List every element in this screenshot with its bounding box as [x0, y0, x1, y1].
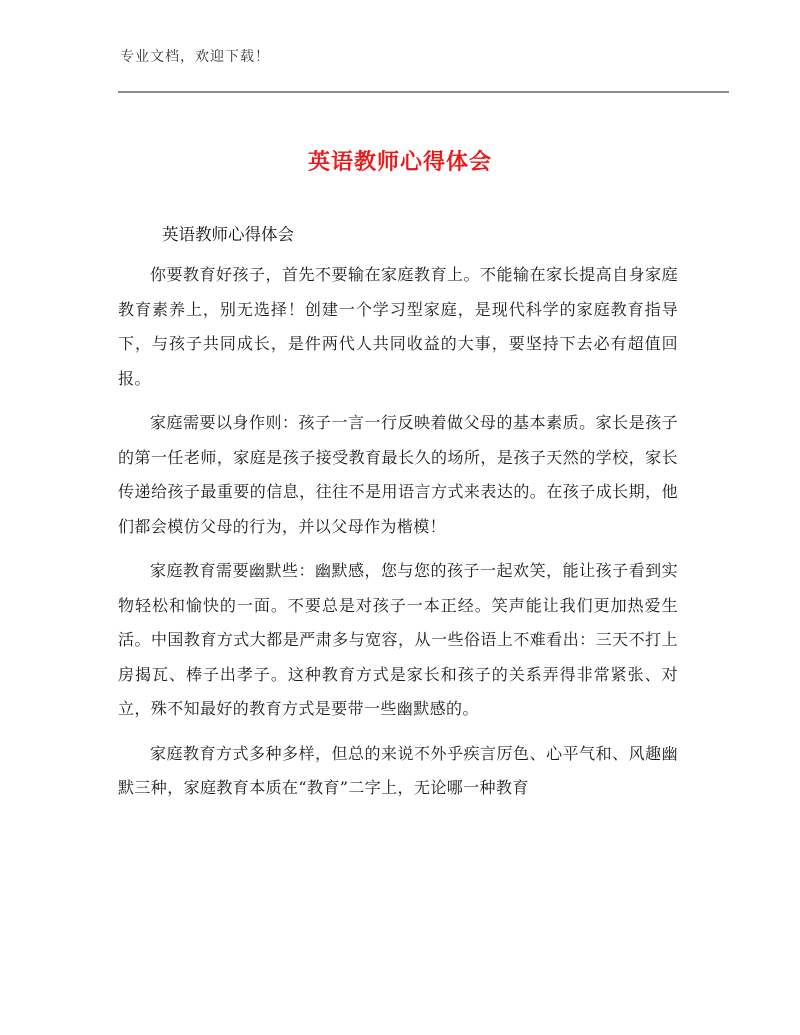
page-header-text: 专业文档，欢迎下载！ — [120, 49, 270, 65]
document-title: 英语教师心得体会 — [307, 150, 492, 175]
document-body — [118, 258, 678, 816]
paragraph-2: 家庭需要以身作则：孩子一言一行反映着做父母的基本素质。家长是孩子的第一任老师，家庭是孩子接受教育最长久的场所，是孩子天然的学校，家长传递给孩子最重要的信息，往往不是用语言方式来表达的。在孩子成长期，他们都会模仿父母的行为，并以父母作为楷模！ — [118, 413, 678, 536]
document-subtitle: 英语教师心得体会 — [162, 225, 294, 244]
paragraph-1: 你要教育好孩子，首先不要输在家庭教育上。不能输在家长提高自身家庭教育素养上，别无选择！创建一个学习型家庭，是现代科学的家庭教育指导下，与孩子共同成长，是件两代人共同收益的大事，要坚持下去必有超值回报。 — [118, 265, 678, 388]
paragraph-4: 家庭教育方式多种多样，但总的来说不外乎疾言厉色、心平气和、风趣幽默三种，家庭教育本质在“教育”二字上，无论哪一种教育 — [118, 743, 678, 797]
paragraph-3: 家庭教育需要幽默些：幽默感，您与您的孩子一起欢笑，能让孩子看到实物轻松和愉快的一面。不要总是对孩子一本正经。笑声能让我们更加热爱生活。中国教育方式大都是严肃多与宽容，从一些俗语上不难看出：三天不打上房揭瓦、棒子出孝子。这种教育方式是家长和孩子的关系弄得非常紧张、对立，殊不知最好的教育方式是要带一些幽默感的。 — [118, 561, 678, 718]
header-divider — [118, 91, 729, 93]
